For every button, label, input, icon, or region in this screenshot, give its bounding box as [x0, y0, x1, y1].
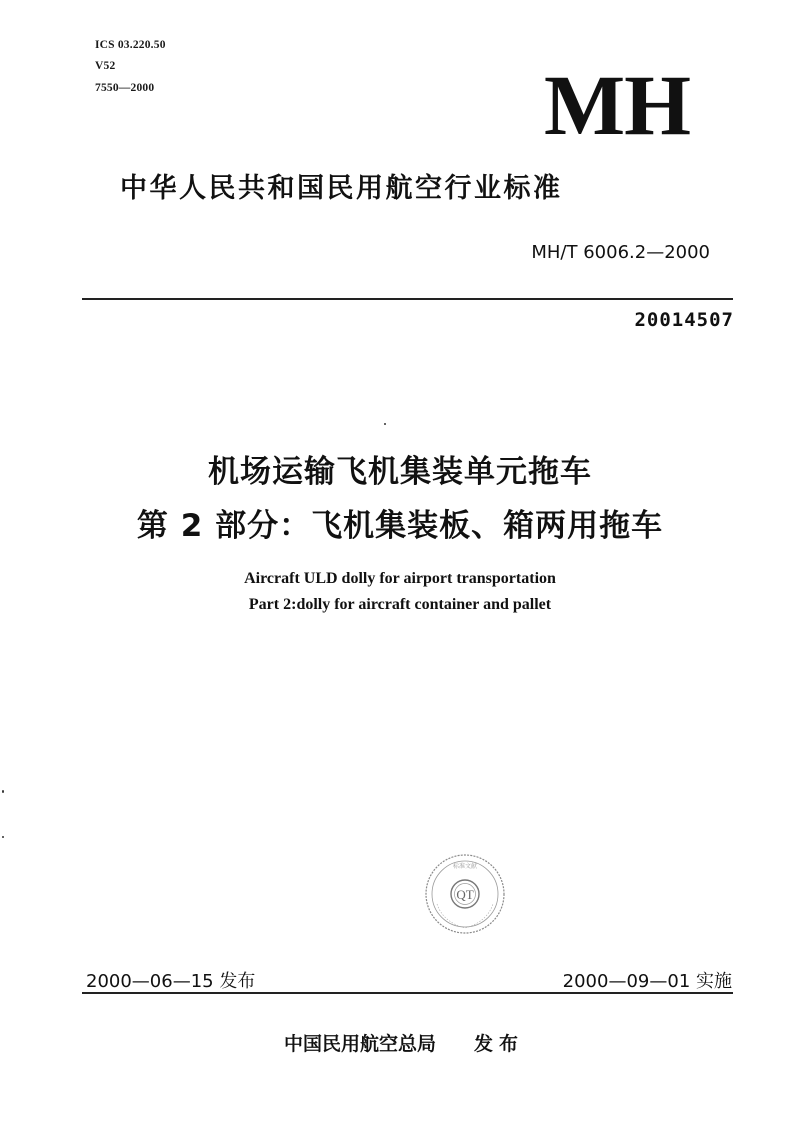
release-date: 2000—06—15 发布 [86, 971, 256, 992]
issuer-name: 中国民用航空总局 [284, 1033, 437, 1055]
library-seal-icon [423, 852, 507, 936]
stamped-number: 20014507 [634, 309, 734, 331]
ics-code: ICS 03.220.50 [95, 39, 166, 51]
mh-logo: MH [544, 57, 691, 153]
title-cn-line1: 机场运输飞机集装单元拖车 [208, 454, 592, 490]
implement-date: 2000—09—01 实施 [562, 971, 732, 992]
standard-number: MH/T 6006.2—2000 [531, 242, 710, 263]
scan-speck [384, 423, 386, 425]
seal-center-text: QT [456, 887, 474, 902]
title-cn-line2: 第 2 部分：飞机集装板、箱两用拖车 [136, 508, 664, 544]
issuer-action: 发布 [474, 1033, 525, 1055]
industry-standard-title: 中华人民共和国民用航空行业标准 [120, 173, 563, 204]
title-en-line2: Part 2:dolly for aircraft container and pallet [248, 596, 552, 613]
scan-speck [2, 836, 4, 838]
bottom-divider [82, 992, 733, 994]
scan-speck [2, 790, 4, 793]
ccs-code: V52 [95, 60, 116, 72]
issuer-line [284, 1029, 524, 1056]
seal-ring-text: 标准文献 [452, 863, 478, 870]
title-en-line1: Aircraft ULD dolly for airport transportation [244, 570, 556, 587]
record-number: 7550—2000 [95, 82, 155, 94]
top-divider [82, 298, 733, 300]
